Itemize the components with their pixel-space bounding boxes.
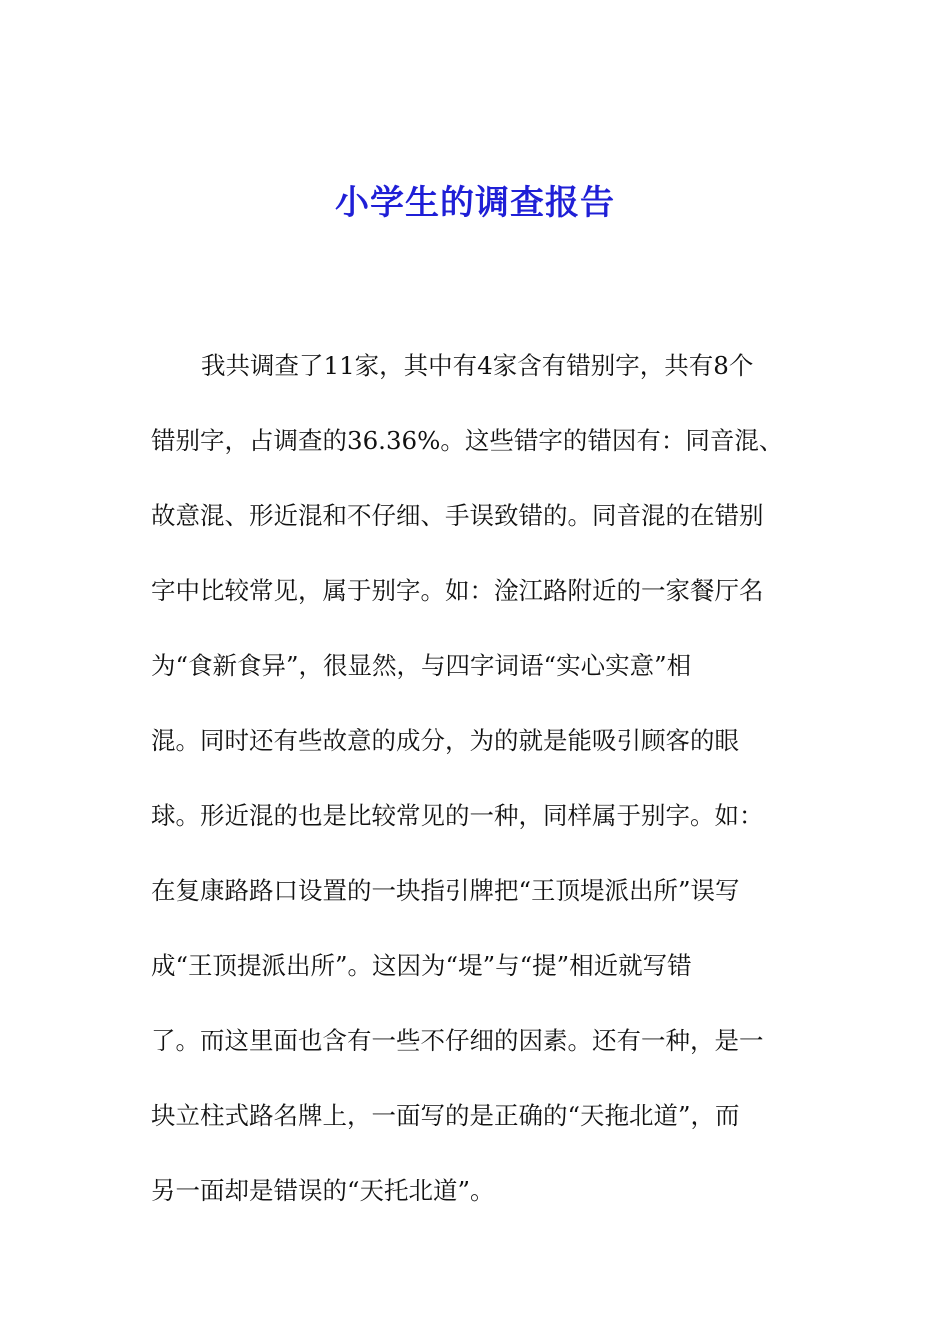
paragraph-line: 在复康路路口设置的一块指引牌把“王顶堤派出所”误写 xyxy=(151,876,740,905)
paragraph-line: 另一面却是错误的“天托北道”。 xyxy=(151,1176,495,1205)
paragraph-line: 字中比较常见，属于别字。如：淦江路附近的一家餐厅名 xyxy=(151,576,764,605)
paragraph-line: 成“王顶提派出所”。这因为“堤”与“提”相近就写错 xyxy=(151,951,692,980)
document-title: 小学生的调查报告 xyxy=(335,183,615,223)
paragraph-line: 球。形近混的也是比较常见的一种，同样属于别字。如： xyxy=(151,801,764,830)
paragraph-line: 我共调查了11家，其中有4家含有错别字，共有8个 xyxy=(201,351,754,380)
paragraph-line: 块立柱式路名牌上，一面写的是正确的“天拖北道”，而 xyxy=(151,1101,740,1130)
report-paragraph xyxy=(151,328,791,1228)
paragraph-line: 为“食新食异”，很显然，与四字词语“实心实意”相 xyxy=(151,651,692,680)
paragraph-line: 混。同时还有些故意的成分，为的就是能吸引顾客的眼 xyxy=(151,726,739,755)
paragraph-line: 故意混、形近混和不仔细、手误致错的。同音混的在错别 xyxy=(151,501,764,530)
paragraph-line: 错别字，占调查的36.36%。这些错字的错因有：同音混、 xyxy=(151,426,784,455)
paragraph-line: 了。而这里面也含有一些不仔细的因素。还有一种，是一 xyxy=(151,1026,764,1055)
